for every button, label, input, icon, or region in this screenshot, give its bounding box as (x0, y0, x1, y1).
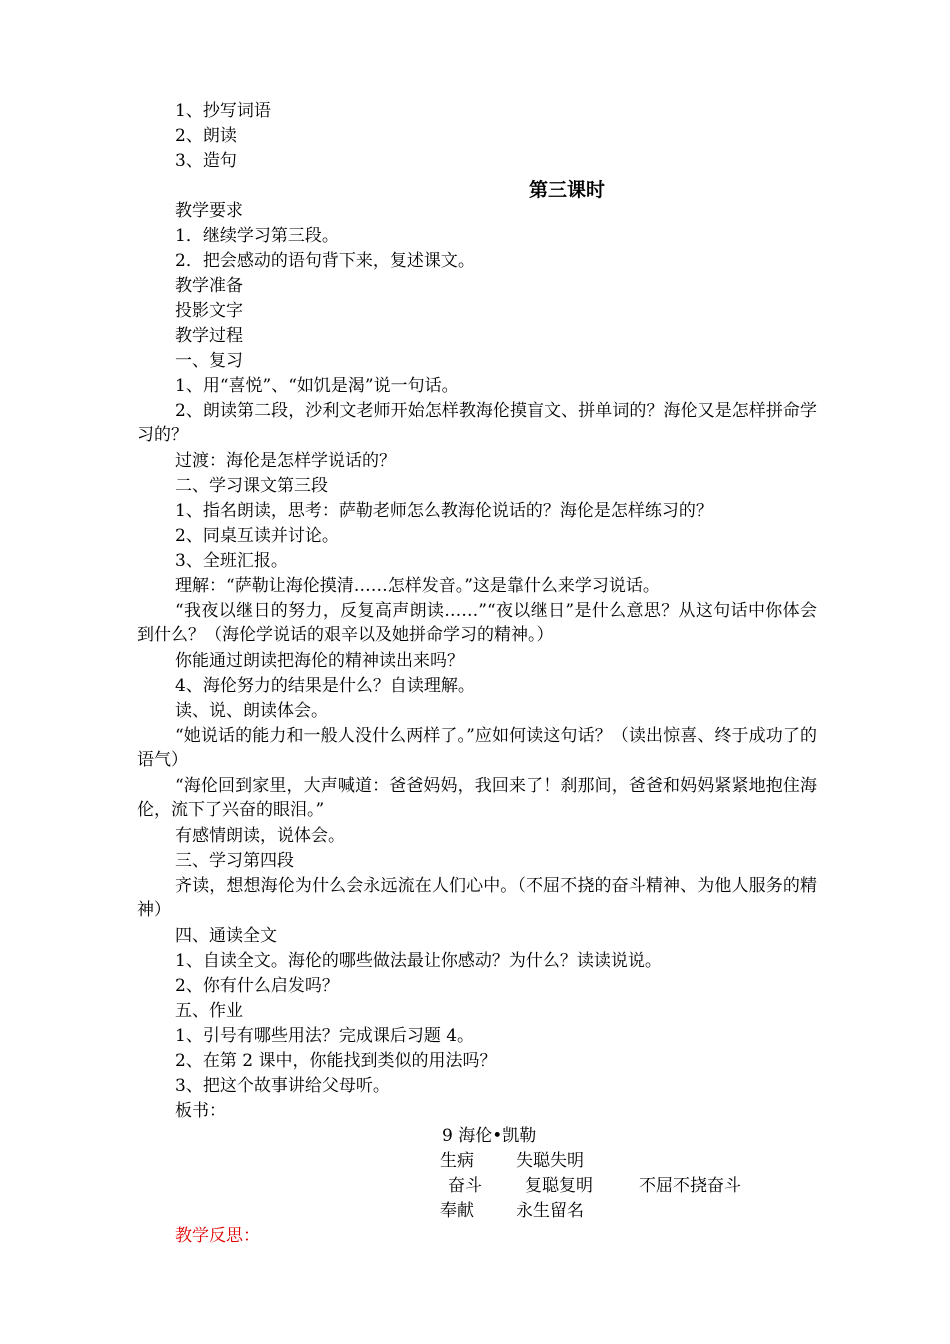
homework-item-2: 2、朗读 (175, 126, 237, 146)
preparation-item: 投影文字 (175, 301, 243, 321)
review-heading: 一、复习 (175, 351, 243, 371)
blackboard-r1c1: 生病 (440, 1151, 474, 1171)
part-4-paragraph: 齐读，想想海伦为什么会永远流在人们心中。（不屈不挠的奋斗精神、为他人服务的精神） (137, 876, 817, 920)
part-4-heading: 四、通读全文 (175, 926, 277, 946)
teaching-reflection-label: 教学反思： (175, 1226, 260, 1246)
read-say-line: 读、说、朗读体会。 (175, 701, 328, 721)
part-2-item-3: 3、全班汇报。 (175, 551, 288, 571)
read-spirit-line: 你能通过朗读把海伦的精神读出来吗？ (175, 651, 464, 671)
review-item-1: 1、用“喜悦”、“如饥是渴”说一句话。 (175, 376, 459, 396)
homework-item-3: 3、造句 (175, 151, 237, 171)
teaching-preparation-label: 教学准备 (175, 276, 243, 296)
blackboard-r2c2: 复聪复明 (525, 1176, 593, 1196)
teaching-process-label: 教学过程 (175, 326, 243, 346)
transition-line: 过渡：海伦是怎样学说话的？ (175, 451, 396, 471)
teaching-requirements-label: 教学要求 (175, 201, 243, 221)
section-heading: 第三课时 (529, 179, 606, 201)
quote-paragraph-1: “我夜以继日的努力，反复高声朗读……”“夜以继日”是什么意思？从这句话中你体会到什么？（海伦学说话的艰辛以及她拼命学习的精神。） (137, 601, 817, 645)
quote-paragraph-2: “她说话的能力和一般人没什么两样了。”应如何读这句话？（读出惊喜、终于成功了的语气） (137, 726, 817, 770)
review-item-2: 2、朗读第二段，沙利文老师开始怎样教海伦摸盲文、拼单词的？海伦又是怎样拼命学习的？ (137, 401, 817, 445)
part-2-item-4: 4、海伦努力的结果是什么？自读理解。 (175, 676, 475, 696)
blackboard-label: 板书： (175, 1101, 226, 1121)
understanding-line: 理解：“萨勒让海伦摸清……怎样发音。”这是靠什么来学习说话。 (175, 576, 660, 596)
homework-item-1: 1、抄写词语 (175, 101, 271, 121)
requirement-1: 1．继续学习第三段。 (175, 226, 339, 246)
homework-heading: 五、作业 (175, 1001, 243, 1021)
part-2-heading: 二、学习课文第三段 (175, 476, 328, 496)
requirement-2: 2．把会感动的语句背下来，复述课文。 (175, 251, 475, 271)
part-2-item-2: 2、同桌互读并讨论。 (175, 526, 339, 546)
blackboard-r3c2: 永生留名 (516, 1201, 584, 1221)
blackboard-title: 9 海伦•凯勒 (442, 1126, 537, 1146)
part-2-item-1: 1、指名朗读，思考：萨勒老师怎么教海伦说话的？海伦是怎样练习的？ (175, 501, 713, 521)
homework-task-1: 1、引号有哪些用法？完成课后习题 4。 (175, 1026, 475, 1046)
blackboard-r3c1: 奉献 (440, 1201, 474, 1221)
blackboard-r2c3: 不屈不挠奋斗 (639, 1176, 741, 1196)
read-full-item-1: 1、自读全文。海伦的哪些做法最让你感动？为什么？读读说说。 (175, 951, 662, 971)
homework-task-2: 2、在第 2 课中，你能找到类似的用法吗？ (175, 1051, 497, 1071)
blackboard-r1c2: 失聪失明 (516, 1151, 584, 1171)
quote-paragraph-3: “海伦回到家里，大声喊道：爸爸妈妈，我回来了！刹那间，爸爸和妈妈紧紧地抱住海伦，流下了兴奋的眼泪。” (137, 776, 817, 820)
homework-task-3: 3、把这个故事讲给父母听。 (175, 1076, 390, 1096)
read-full-item-2: 2、你有什么启发吗？ (175, 976, 339, 996)
emotional-reading-line: 有感情朗读，说体会。 (175, 826, 345, 846)
blackboard-r2c1: 奋斗 (448, 1176, 482, 1196)
part-3-heading: 三、学习第四段 (175, 851, 294, 871)
